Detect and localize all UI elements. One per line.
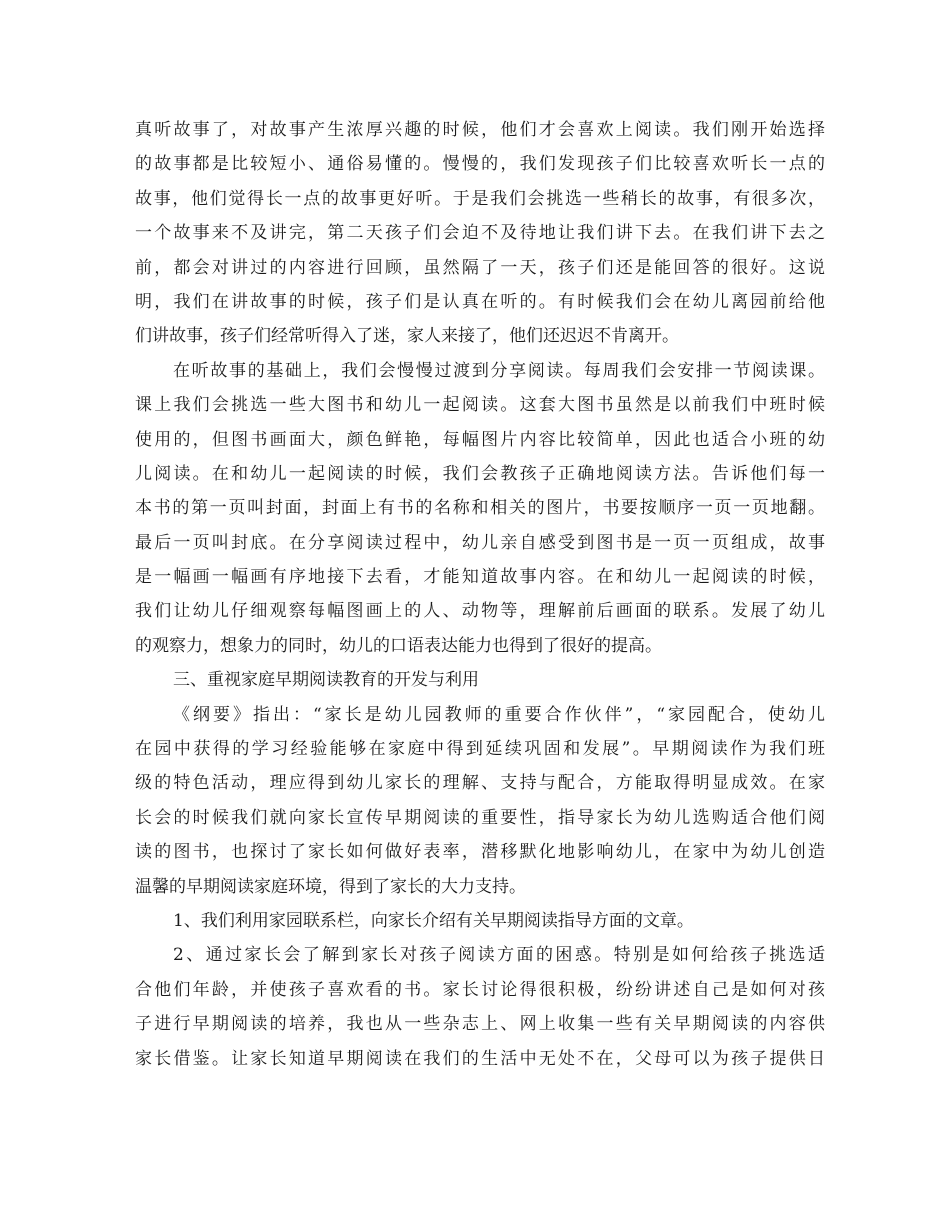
text-line: 一个故事来不及讲完，第二天孩子们会迫不及待地让我们讲下去。在我们讲下去之: [135, 223, 825, 244]
text-line: 1、我们利用家园联系栏，向家长介绍有关早期阅读指导方面的文章。: [173, 910, 694, 931]
text-line: 2、通过家长会了解到家长对孩子阅读方面的困惑。特别是如何给孩子挑选适: [173, 945, 825, 966]
text-line: 最后一页叫封底。在分享阅读过程中，幼儿亲自感受到图书是一页一页组成，故事: [135, 532, 825, 553]
text-line: 合他们年龄，并使孩子喜欢看的书。家长讨论得很积极，纷纷讲述自己是如何对孩: [135, 979, 825, 1000]
text-line: 儿阅读。在和幼儿一起阅读的时候，我们会教孩子正确地阅读方法。告诉他们每一: [135, 463, 825, 484]
text-line: 在园中获得的学习经验能够在家庭中得到延续巩固和发展”。早期阅读作为我们班: [135, 739, 825, 760]
text-line: 明，我们在讲故事的时候，孩子们是认真在听的。有时候我们会在幼儿离园前给他: [135, 291, 825, 312]
text-line: 的观察力，想象力的同时，幼儿的口语表达能力也得到了很好的提高。: [135, 635, 662, 656]
text-line: 课上我们会挑选一些大图书和幼儿一起阅读。这套大图书虽然是以前我们中班时候: [135, 395, 825, 416]
text-line: 的故事都是比较短小、通俗易懂的。慢慢的，我们发现孩子们比较喜欢听长一点的: [135, 154, 825, 175]
text-line: 是一幅画一幅画有序地接下去看，才能知道故事内容。在和幼儿一起阅读的时候，: [135, 567, 825, 588]
text-line: 使用的，但图书画面大，颜色鲜艳，每幅图片内容比较简单，因此也适合小班的幼: [135, 429, 825, 450]
text-line: 们讲故事，孩子们经常听得入了迷，家人来接了，他们还迟迟不肯离开。: [135, 326, 679, 347]
text-line: 真听故事了，对故事产生浓厚兴趣的时候，他们才会喜欢上阅读。我们刚开始选择: [135, 120, 825, 140]
text-line: 长会的时候我们就向家长宣传早期阅读的重要性，指导家长为幼儿选购适合他们阅: [135, 807, 825, 828]
text-line: 温馨的早期阅读家庭环境，得到了家长的大力支持。: [135, 876, 526, 897]
document-body: [135, 113, 825, 1076]
text-line: 家长借鉴。让家长知道早期阅读在我们的生活中无处不在，父母可以为孩子提供日: [135, 1048, 825, 1069]
text-line: 子进行早期阅读的培养，我也从一些杂志上、网上收集一些有关早期阅读的内容供: [135, 1014, 825, 1035]
text-line: 在听故事的基础上，我们会慢慢过渡到分享阅读。每周我们会安排一节阅读课。: [173, 360, 825, 381]
text-line: 三、重视家庭早期阅读教育的开发与利用: [173, 670, 479, 691]
text-line: 故事，他们觉得长一点的故事更好听。于是我们会挑选一些稍长的故事，有很多次，: [135, 188, 825, 209]
text-line: 本书的第一页叫封面，封面上有书的名称和相关的图片，书要按顺序一页一页地翻。: [135, 498, 825, 519]
text-line: 《纲要》指出：“家长是幼儿园教师的重要合作伙伴”，“家园配合，使幼儿: [173, 704, 825, 725]
text-line: 前，都会对讲过的内容进行回顾，虽然隔了一天，孩子们还是能回答的很好。这说: [135, 257, 825, 278]
text-line: 我们让幼儿仔细观察每幅图画上的人、动物等，理解前后画面的联系。发展了幼儿: [135, 601, 825, 622]
text-line: 读的图书，也探讨了家长如何做好表率，潜移默化地影响幼儿，在家中为幼儿创造: [135, 842, 825, 863]
text-line: 级的特色活动，理应得到幼儿家长的理解、支持与配合，方能取得明显成效。在家: [135, 773, 825, 794]
